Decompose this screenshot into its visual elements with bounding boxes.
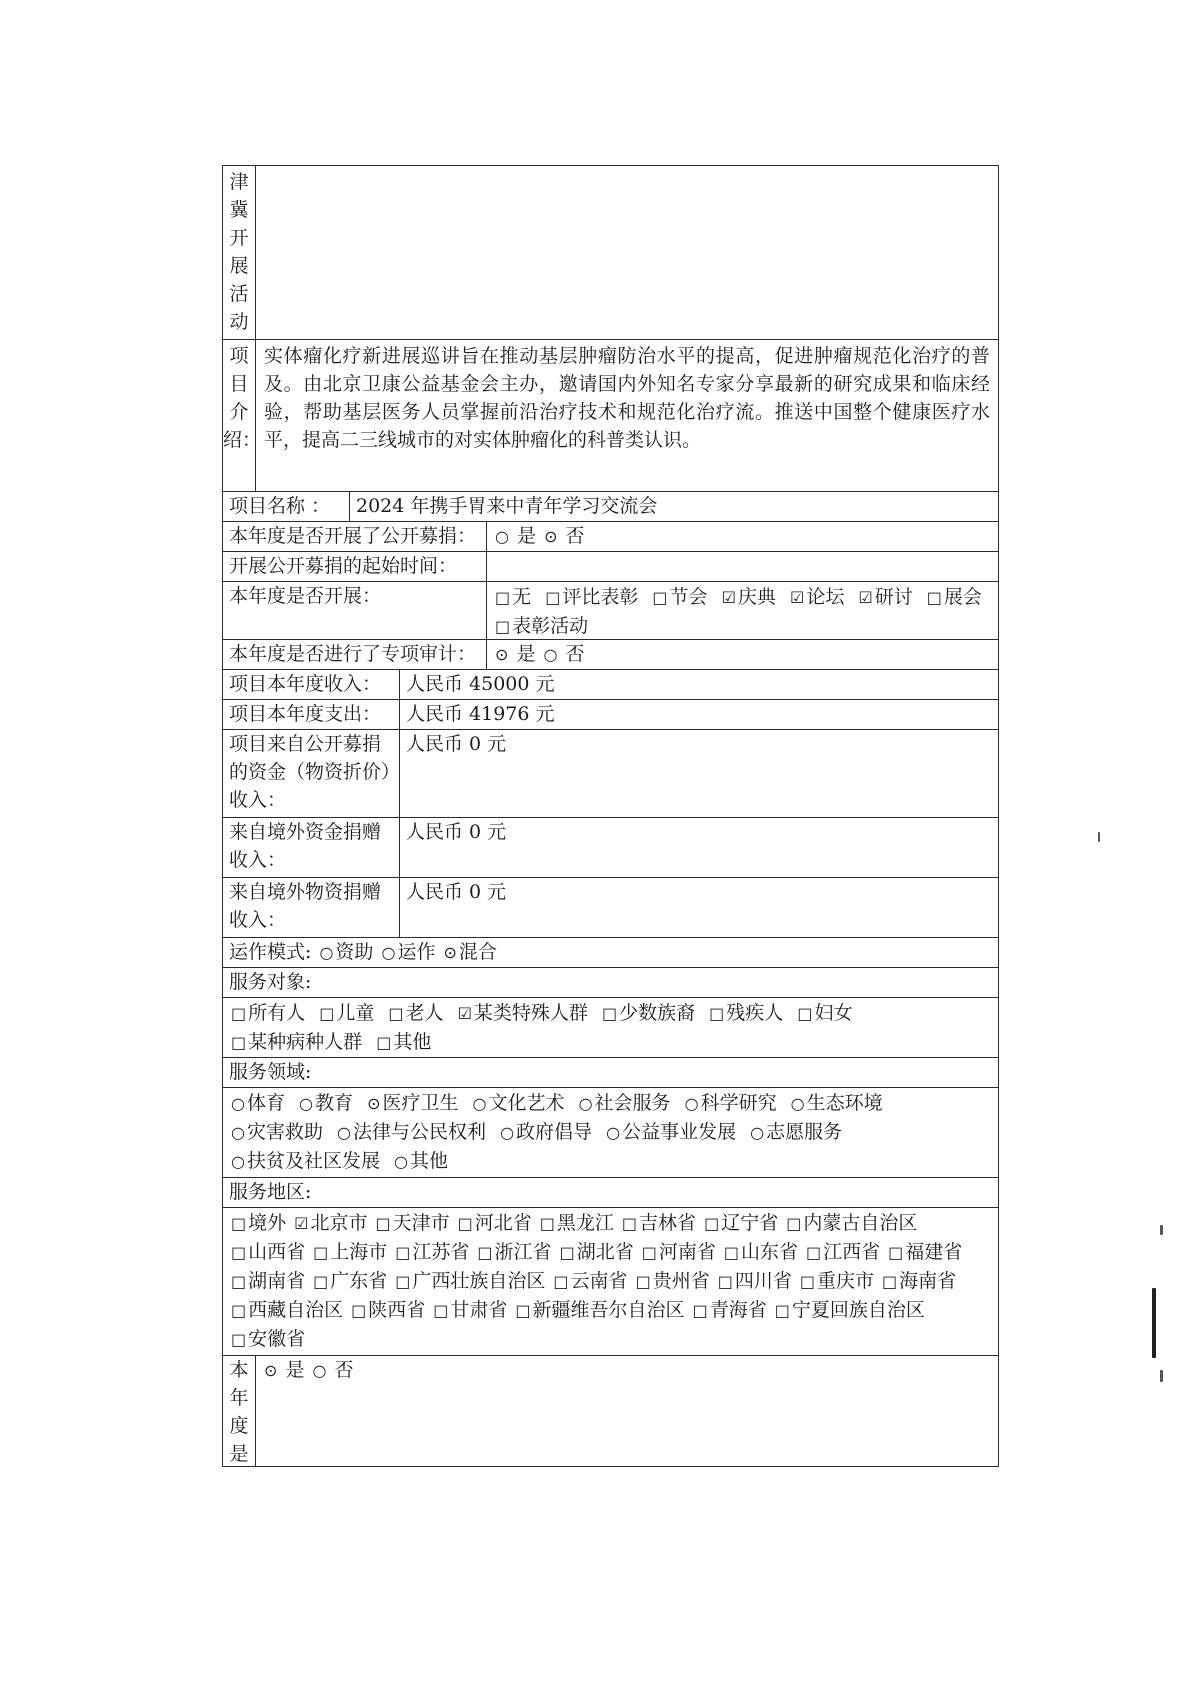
final-row — [223, 1356, 998, 1466]
checkbox-unchecked-icon[interactable]: □ — [926, 588, 942, 607]
checkbox-unchecked-icon[interactable]: □ — [704, 1214, 720, 1233]
checkbox-unchecked-icon[interactable]: □ — [231, 1004, 247, 1023]
checkbox-unchecked-icon[interactable]: □ — [388, 1004, 404, 1023]
region-option[interactable]: □ 西藏自治区 — [229, 1299, 343, 1321]
intro-label: 项目介绍： — [223, 345, 262, 451]
region-option[interactable]: □ 福建省 — [886, 1241, 962, 1263]
field-option[interactable]: ⊙ 医疗卫生 — [365, 1092, 458, 1114]
radio-unselected-icon[interactable]: ○ — [495, 527, 509, 546]
region-option[interactable]: □ 山东省 — [722, 1241, 798, 1263]
foreign-goods-label: 来自境外物资捐赠收入： — [229, 881, 382, 931]
region-option[interactable]: □ 内蒙古自治区 — [784, 1212, 917, 1234]
region-option[interactable]: □ 湖南省 — [229, 1270, 305, 1292]
region-option[interactable]: □ 四川省 — [716, 1270, 792, 1292]
radio-selected-icon[interactable]: ⊙ — [367, 1094, 381, 1113]
radio-unselected-icon[interactable]: ○ — [312, 1361, 327, 1380]
region-option[interactable]: ☑ 北京市 — [292, 1212, 367, 1234]
radio-selected-icon[interactable]: ⊙ — [495, 645, 509, 664]
field-option[interactable]: ○ 其他 — [392, 1150, 448, 1172]
field-option[interactable]: ○ 灾害救助 — [229, 1121, 323, 1143]
special-audit-options — [486, 640, 998, 669]
radio-selected-icon[interactable]: ⊙ — [544, 527, 558, 546]
region-option[interactable]: □ 境外 — [229, 1212, 286, 1234]
scan-mark — [1160, 1225, 1163, 1235]
field-option[interactable]: ○ 体育 — [229, 1092, 285, 1114]
public-fundraising-options — [486, 522, 998, 551]
fundraising-start-label: 开展公开募捐的起始时间： — [229, 555, 458, 577]
radio-unselected-icon[interactable]: ○ — [394, 1152, 408, 1171]
region-option[interactable]: □ 天津市 — [374, 1212, 450, 1234]
project-form — [222, 165, 999, 1467]
region-option[interactable]: □ 江苏省 — [393, 1241, 469, 1263]
field-option[interactable]: ○ 志愿服务 — [748, 1121, 842, 1143]
radio-unselected-icon[interactable]: ○ — [319, 943, 334, 962]
checkbox-unchecked-icon[interactable]: □ — [319, 1004, 335, 1023]
radio-unselected-icon[interactable]: ○ — [684, 1094, 699, 1113]
checkbox-unchecked-icon[interactable]: □ — [457, 1214, 473, 1233]
radio-unselected-icon[interactable]: ○ — [299, 1094, 313, 1113]
activity-option[interactable]: ☑ 研讨 — [856, 586, 912, 608]
income-row — [223, 670, 998, 700]
activity-option[interactable]: □ 节会 — [650, 586, 707, 608]
scan-mark — [1152, 1288, 1156, 1358]
operation-option: 混合 — [458, 941, 497, 963]
region-option[interactable]: □ 黑龙江 — [538, 1212, 614, 1234]
checkbox-unchecked-icon[interactable]: □ — [786, 1214, 802, 1233]
project-name-row — [223, 492, 998, 522]
field-option[interactable]: ○ 政府倡导 — [498, 1121, 592, 1143]
activity-option[interactable]: □ 评比表彰 — [543, 586, 638, 608]
expense-value: 人民币 41976 元 — [399, 700, 998, 729]
service-targets-options — [223, 998, 998, 1057]
activity-option[interactable]: □ 无 — [493, 586, 531, 608]
checkbox-checked-icon[interactable]: ☑ — [457, 1004, 472, 1023]
radio-unselected-icon[interactable]: ○ — [231, 1152, 245, 1171]
checkbox-unchecked-icon[interactable]: □ — [351, 1301, 367, 1320]
final-no: 否 — [334, 1359, 354, 1381]
activity-row — [223, 166, 998, 340]
checkbox-unchecked-icon[interactable]: □ — [231, 1243, 247, 1262]
radio-unselected-icon[interactable]: ○ — [231, 1094, 245, 1113]
checkbox-unchecked-icon[interactable]: □ — [545, 588, 561, 607]
region-option[interactable]: □ 河南省 — [640, 1241, 716, 1263]
target-option[interactable]: □ 儿童 — [317, 1002, 374, 1024]
final-label: 本年度是 — [229, 1359, 249, 1465]
activities-row — [223, 582, 998, 640]
service-fields-row — [223, 1088, 998, 1178]
field-option[interactable]: ○ 教育 — [297, 1092, 353, 1114]
checkbox-unchecked-icon[interactable]: □ — [805, 1243, 822, 1262]
field-option[interactable]: ○ 文化艺术 — [471, 1092, 565, 1114]
radio-selected-icon[interactable]: ⊙ — [443, 943, 457, 962]
fundraising-start-row — [223, 552, 998, 582]
scan-mark — [1160, 1370, 1163, 1382]
final-options — [255, 1356, 998, 1466]
region-option[interactable]: □ 广西壮族自治区 — [393, 1270, 545, 1292]
checkbox-unchecked-icon[interactable]: □ — [774, 1301, 790, 1320]
region-option[interactable]: □ 云南省 — [551, 1270, 627, 1292]
target-option[interactable]: ☑ 某类特殊人群 — [456, 1002, 588, 1024]
region-option[interactable]: □ 浙江省 — [475, 1241, 551, 1263]
checkbox-unchecked-icon[interactable]: □ — [477, 1243, 493, 1262]
final-yes: 是 — [285, 1359, 305, 1381]
service-fields-label: 服务领域: — [229, 1061, 312, 1083]
radio-unselected-icon[interactable]: ○ — [790, 1094, 805, 1113]
operation-mode-label: 运作模式: — [229, 941, 312, 963]
checkbox-unchecked-icon[interactable]: □ — [395, 1272, 411, 1291]
checkbox-unchecked-icon[interactable]: □ — [231, 1033, 247, 1052]
operation-option: 资助 — [335, 941, 374, 963]
field-option[interactable]: ○ 科学研究 — [683, 1092, 777, 1114]
target-option[interactable]: □ 老人 — [386, 1002, 443, 1024]
activities-options — [486, 582, 998, 639]
region-option[interactable]: □ 吉林省 — [620, 1212, 696, 1234]
checkbox-unchecked-icon[interactable]: □ — [601, 1004, 618, 1023]
public-fundraising-no: 否 — [565, 525, 585, 547]
field-option[interactable]: ○ 法律与公民权利 — [335, 1121, 486, 1143]
activity-option[interactable]: ☑ 论坛 — [788, 586, 844, 608]
radio-unselected-icon[interactable]: ○ — [472, 1094, 487, 1113]
radio-unselected-icon[interactable]: ○ — [606, 1123, 621, 1142]
foreign-money-row — [223, 818, 998, 878]
field-option[interactable]: ○ 公益事业发展 — [604, 1121, 736, 1143]
target-option[interactable]: □ 某种病种人群 — [229, 1031, 362, 1053]
region-option[interactable]: □ 辽宁省 — [702, 1212, 778, 1234]
activity-option[interactable]: □ 展会 — [925, 586, 982, 608]
public-fundraising-row — [223, 522, 998, 552]
radio-unselected-icon[interactable]: ○ — [500, 1123, 515, 1142]
service-targets-row — [223, 998, 998, 1058]
service-regions-row — [223, 1208, 998, 1356]
region-option[interactable]: □ 贵州省 — [634, 1270, 710, 1292]
region-option[interactable]: □ 海南省 — [880, 1270, 956, 1292]
checkbox-unchecked-icon[interactable]: □ — [515, 1301, 531, 1320]
checkbox-checked-icon[interactable]: ☑ — [858, 588, 873, 607]
foreign-money-value: 人民币 0 元 — [399, 818, 998, 877]
activity-option[interactable]: ☑ 庆典 — [720, 586, 776, 608]
activity-content — [255, 166, 998, 339]
expense-row — [223, 700, 998, 730]
special-audit-yes: 是 — [516, 643, 536, 665]
region-option[interactable]: □ 安徽省 — [229, 1328, 305, 1350]
service-targets-label: 服务对象: — [229, 971, 312, 993]
service-fields-options — [223, 1088, 998, 1177]
intro-row — [223, 340, 998, 492]
region-option[interactable]: □ 广东省 — [311, 1270, 387, 1292]
public-funds-label: 项目来自公开募捐的资金（物资折价）收入： — [229, 733, 391, 811]
checkbox-unchecked-icon[interactable]: □ — [539, 1214, 555, 1233]
region-option[interactable]: □ 河北省 — [456, 1212, 532, 1234]
target-option[interactable]: □ 所有人 — [229, 1002, 305, 1024]
target-option[interactable]: □ 妇女 — [795, 1002, 852, 1024]
radio-unselected-icon[interactable]: ○ — [231, 1123, 245, 1142]
public-funds-row — [223, 730, 998, 818]
scan-mark — [1098, 832, 1100, 842]
checkbox-unchecked-icon[interactable]: □ — [313, 1243, 329, 1262]
checkbox-unchecked-icon[interactable]: □ — [709, 1004, 725, 1023]
expense-label: 项目本年度支出： — [229, 703, 382, 725]
fundraising-start-value — [486, 552, 998, 581]
checkbox-checked-icon[interactable]: ☑ — [721, 588, 736, 607]
income-value: 人民币 45000 元 — [399, 670, 998, 699]
checkbox-unchecked-icon[interactable]: □ — [395, 1243, 411, 1262]
service-regions-label-row — [223, 1178, 998, 1208]
project-name-value: 2024 年携手胃来中青年学习交流会 — [349, 492, 998, 521]
checkbox-unchecked-icon[interactable]: □ — [621, 1214, 638, 1233]
region-option[interactable]: □ 新疆维吾尔自治区 — [513, 1299, 684, 1321]
public-fundraising-label: 本年度是否开展了公开募捐： — [229, 525, 477, 547]
operation-option: 运作 — [397, 941, 436, 963]
service-fields-label-row — [223, 1058, 998, 1088]
special-audit-label: 本年度是否进行了专项审计： — [229, 643, 477, 665]
checkbox-unchecked-icon[interactable]: □ — [799, 1272, 815, 1291]
foreign-money-label: 来自境外资金捐赠收入： — [229, 821, 382, 871]
public-funds-value: 人民币 0 元 — [399, 730, 998, 817]
checkbox-checked-icon[interactable]: ☑ — [789, 588, 805, 607]
checkbox-unchecked-icon[interactable]: □ — [888, 1243, 904, 1262]
field-option[interactable]: ○ 扶贫及社区发展 — [229, 1150, 380, 1172]
radio-unselected-icon[interactable]: ○ — [578, 1094, 593, 1113]
income-label: 项目本年度收入： — [229, 673, 382, 695]
region-option[interactable]: □ 宁夏回族自治区 — [773, 1299, 925, 1321]
field-option[interactable]: ○ 社会服务 — [577, 1092, 671, 1114]
region-option[interactable]: □ 重庆市 — [798, 1270, 874, 1292]
region-option[interactable]: □ 山西省 — [229, 1241, 305, 1263]
checkbox-unchecked-icon[interactable]: □ — [652, 588, 668, 607]
radio-unselected-icon[interactable]: ○ — [337, 1123, 351, 1142]
activities-label: 本年度是否开展： — [229, 585, 382, 607]
checkbox-unchecked-icon[interactable]: □ — [717, 1272, 733, 1291]
region-option[interactable]: □ 江西省 — [804, 1241, 880, 1263]
checkbox-unchecked-icon[interactable]: □ — [376, 1033, 392, 1052]
target-option[interactable]: □ 少数族裔 — [600, 1002, 695, 1024]
region-option[interactable]: □ 陕西省 — [349, 1299, 425, 1321]
checkbox-unchecked-icon[interactable]: □ — [797, 1004, 813, 1023]
checkbox-unchecked-icon[interactable]: □ — [495, 588, 511, 607]
radio-unselected-icon[interactable]: ○ — [381, 943, 396, 962]
activity-label: 津冀开展活动 — [229, 171, 249, 333]
checkbox-unchecked-icon[interactable]: □ — [723, 1243, 739, 1262]
checkbox-unchecked-icon[interactable]: □ — [433, 1301, 449, 1320]
checkbox-unchecked-icon[interactable]: □ — [231, 1301, 247, 1320]
foreign-goods-row — [223, 878, 998, 938]
region-option[interactable]: □ 青海省 — [691, 1299, 767, 1321]
checkbox-unchecked-icon[interactable]: □ — [231, 1272, 247, 1291]
foreign-goods-value: 人民币 0 元 — [399, 878, 998, 937]
project-name-label: 项目名称 ： — [229, 495, 331, 517]
special-audit-row — [223, 640, 998, 670]
region-option[interactable]: □ 甘肃省 — [431, 1299, 507, 1321]
radio-unselected-icon[interactable]: ○ — [750, 1123, 765, 1142]
checkbox-unchecked-icon[interactable]: □ — [375, 1214, 391, 1233]
checkbox-unchecked-icon[interactable]: □ — [881, 1272, 898, 1291]
special-audit-no: 否 — [565, 643, 585, 665]
region-option[interactable]: □ 湖北省 — [558, 1241, 634, 1263]
operation-mode-row — [223, 938, 998, 968]
target-option[interactable]: □ 残疾人 — [707, 1002, 783, 1024]
region-option[interactable]: □ 上海市 — [311, 1241, 387, 1263]
checkbox-unchecked-icon[interactable]: □ — [231, 1330, 247, 1349]
radio-unselected-icon[interactable]: ○ — [543, 645, 558, 664]
checkbox-unchecked-icon[interactable]: □ — [231, 1214, 247, 1233]
radio-selected-icon[interactable]: ⊙ — [264, 1361, 278, 1380]
intro-text: 实体瘤化疗新进展巡讲旨在推动基层肿瘤防治水平的提高，促进肿瘤规范化治疗的普及。由北京卫康公益基金会主办，邀请国内外知名专家分享最新的研究成果和临床经验，帮助基层医务人员掌握前沿治疗技术和规范化治疗流。推送中国整个健康医疗水平，提高二三线城市的对实体肿瘤化的科普类认识。 — [255, 340, 998, 491]
target-option[interactable]: □ 其他 — [374, 1031, 431, 1053]
checkbox-unchecked-icon[interactable]: □ — [553, 1272, 569, 1291]
checkbox-checked-icon[interactable]: ☑ — [294, 1214, 309, 1233]
service-regions-options — [223, 1208, 998, 1355]
checkbox-unchecked-icon[interactable]: □ — [313, 1272, 329, 1291]
operation-mode — [223, 938, 998, 967]
activity-option[interactable]: □ 表彰活动 — [493, 615, 588, 637]
checkbox-unchecked-icon[interactable]: □ — [495, 617, 511, 636]
service-targets-label-row — [223, 968, 998, 998]
public-fundraising-yes: 是 — [517, 525, 537, 547]
service-regions-label: 服务地区: — [229, 1181, 312, 1203]
checkbox-unchecked-icon[interactable]: □ — [641, 1243, 657, 1262]
checkbox-unchecked-icon[interactable]: □ — [635, 1272, 651, 1291]
checkbox-unchecked-icon[interactable]: □ — [692, 1301, 708, 1320]
checkbox-unchecked-icon[interactable]: □ — [559, 1243, 575, 1262]
field-option[interactable]: ○ 生态环境 — [789, 1092, 883, 1114]
